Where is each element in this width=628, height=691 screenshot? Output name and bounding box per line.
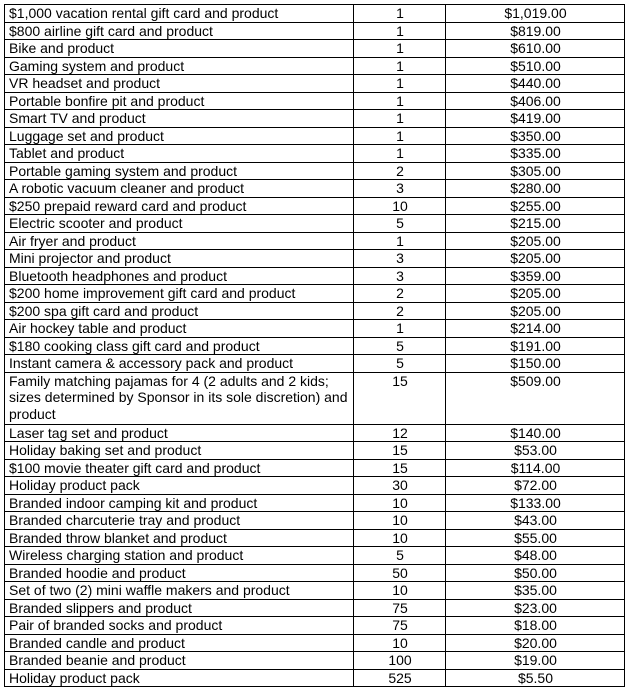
- prize-description-cell: Smart TV and product: [5, 110, 354, 128]
- prize-value-cell: $35.00: [446, 582, 625, 600]
- prize-quantity-cell: 1: [354, 22, 446, 40]
- prize-value-cell: $114.00: [446, 459, 625, 477]
- prize-description-cell: Branded hoodie and product: [5, 564, 354, 582]
- prize-description-cell: Portable bonfire pit and product: [5, 92, 354, 110]
- prize-value-cell: $280.00: [446, 180, 625, 198]
- prize-quantity-cell: 12: [354, 424, 446, 442]
- prize-description-cell: Instant camera & accessory pack and product: [5, 355, 354, 373]
- table-row: [5, 92, 625, 110]
- prize-quantity-cell: 50: [354, 564, 446, 582]
- prize-value-cell: $419.00: [446, 110, 625, 128]
- prize-description-cell: Branded candle and product: [5, 634, 354, 652]
- prize-description-cell: $1,000 vacation rental gift card and product: [5, 5, 354, 23]
- prize-value-cell: $53.00: [446, 442, 625, 460]
- table-row: [5, 442, 625, 460]
- prize-description-cell: Family matching pajamas for 4 (2 adults and 2 kids; sizes determined by Sponsor in its sole discretion) and product: [5, 372, 354, 424]
- prize-quantity-cell: 10: [354, 582, 446, 600]
- prize-description-cell: Branded slippers and product: [5, 599, 354, 617]
- table-row: [5, 162, 625, 180]
- prize-quantity-cell: 5: [354, 337, 446, 355]
- prize-value-cell: $214.00: [446, 320, 625, 338]
- prize-quantity-cell: 10: [354, 529, 446, 547]
- table-row: [5, 547, 625, 565]
- prize-description-cell: A robotic vacuum cleaner and product: [5, 180, 354, 198]
- prize-value-cell: $406.00: [446, 92, 625, 110]
- prize-value-cell: $509.00: [446, 372, 625, 424]
- prize-description-cell: Electric scooter and product: [5, 215, 354, 233]
- prize-description-cell: Wireless charging station and product: [5, 547, 354, 565]
- table-row: [5, 197, 625, 215]
- prize-table: [4, 4, 625, 687]
- prize-quantity-cell: 1: [354, 75, 446, 93]
- table-row: [5, 337, 625, 355]
- prize-quantity-cell: 10: [354, 634, 446, 652]
- prize-description-cell: $800 airline gift card and product: [5, 22, 354, 40]
- prize-quantity-cell: 1: [354, 110, 446, 128]
- prize-description-cell: $200 home improvement gift card and product: [5, 285, 354, 303]
- table-row: [5, 652, 625, 670]
- prize-quantity-cell: 10: [354, 197, 446, 215]
- prize-description-cell: Pair of branded socks and product: [5, 617, 354, 635]
- prize-quantity-cell: 2: [354, 162, 446, 180]
- prize-description-cell: Branded throw blanket and product: [5, 529, 354, 547]
- prize-value-cell: $43.00: [446, 512, 625, 530]
- table-row: [5, 110, 625, 128]
- prize-quantity-cell: 1: [354, 127, 446, 145]
- table-row: [5, 127, 625, 145]
- prize-value-cell: $150.00: [446, 355, 625, 373]
- prize-description-cell: $180 cooking class gift card and product: [5, 337, 354, 355]
- prize-value-cell: $610.00: [446, 40, 625, 58]
- table-row: [5, 285, 625, 303]
- table-row: [5, 634, 625, 652]
- prize-quantity-cell: 1: [354, 232, 446, 250]
- prize-quantity-cell: 5: [354, 215, 446, 233]
- prize-quantity-cell: 10: [354, 494, 446, 512]
- prize-value-cell: $255.00: [446, 197, 625, 215]
- prize-value-cell: $215.00: [446, 215, 625, 233]
- table-row: [5, 529, 625, 547]
- prize-quantity-cell: 75: [354, 617, 446, 635]
- prize-value-cell: $819.00: [446, 22, 625, 40]
- prize-table-body: [5, 5, 625, 687]
- prize-description-cell: $100 movie theater gift card and product: [5, 459, 354, 477]
- prize-description-cell: Luggage set and product: [5, 127, 354, 145]
- prize-value-cell: $205.00: [446, 250, 625, 268]
- table-row: [5, 302, 625, 320]
- prize-value-cell: $18.00: [446, 617, 625, 635]
- table-row: [5, 250, 625, 268]
- prize-quantity-cell: 1: [354, 57, 446, 75]
- table-row: [5, 372, 625, 424]
- prize-value-cell: $50.00: [446, 564, 625, 582]
- prize-description-cell: Laser tag set and product: [5, 424, 354, 442]
- table-row: [5, 617, 625, 635]
- prize-quantity-cell: 1: [354, 145, 446, 163]
- prize-description-cell: Air hockey table and product: [5, 320, 354, 338]
- table-row: [5, 5, 625, 23]
- prize-description-cell: Bluetooth headphones and product: [5, 267, 354, 285]
- prize-description-cell: Tablet and product: [5, 145, 354, 163]
- prize-description-cell: VR headset and product: [5, 75, 354, 93]
- prize-quantity-cell: 1: [354, 320, 446, 338]
- prize-quantity-cell: 1: [354, 92, 446, 110]
- prize-quantity-cell: 2: [354, 285, 446, 303]
- table-row: [5, 320, 625, 338]
- prize-description-cell: Holiday product pack: [5, 669, 354, 687]
- table-row: [5, 564, 625, 582]
- table-row: [5, 57, 625, 75]
- prize-description-cell: Holiday baking set and product: [5, 442, 354, 460]
- prize-quantity-cell: 1: [354, 5, 446, 23]
- table-row: [5, 267, 625, 285]
- prize-description-cell: Holiday product pack: [5, 477, 354, 495]
- prize-quantity-cell: 3: [354, 250, 446, 268]
- prize-quantity-cell: 1: [354, 40, 446, 58]
- prize-value-cell: $5.50: [446, 669, 625, 687]
- prize-quantity-cell: 3: [354, 180, 446, 198]
- table-row: [5, 232, 625, 250]
- prize-quantity-cell: 15: [354, 459, 446, 477]
- prize-description-cell: Air fryer and product: [5, 232, 354, 250]
- prize-description-cell: Branded beanie and product: [5, 652, 354, 670]
- prize-value-cell: $133.00: [446, 494, 625, 512]
- prize-description-cell: Set of two (2) mini waffle makers and product: [5, 582, 354, 600]
- prize-value-cell: $359.00: [446, 267, 625, 285]
- prize-description-cell: Branded charcuterie tray and product: [5, 512, 354, 530]
- prize-value-cell: $305.00: [446, 162, 625, 180]
- prize-quantity-cell: 15: [354, 442, 446, 460]
- table-row: [5, 669, 625, 687]
- table-row: [5, 599, 625, 617]
- prize-quantity-cell: 100: [354, 652, 446, 670]
- table-row: [5, 424, 625, 442]
- prize-value-cell: $72.00: [446, 477, 625, 495]
- table-row: [5, 494, 625, 512]
- prize-quantity-cell: 15: [354, 372, 446, 424]
- prize-quantity-cell: 30: [354, 477, 446, 495]
- prize-description-cell: Portable gaming system and product: [5, 162, 354, 180]
- prize-quantity-cell: 5: [354, 547, 446, 565]
- table-row: [5, 40, 625, 58]
- prize-description-cell: Mini projector and product: [5, 250, 354, 268]
- prize-description-cell: $200 spa gift card and product: [5, 302, 354, 320]
- prize-description-cell: $250 prepaid reward card and product: [5, 197, 354, 215]
- table-row: [5, 75, 625, 93]
- prize-value-cell: $19.00: [446, 652, 625, 670]
- table-row: [5, 180, 625, 198]
- table-row: [5, 355, 625, 373]
- prize-description-cell: Bike and product: [5, 40, 354, 58]
- prize-quantity-cell: 2: [354, 302, 446, 320]
- prize-value-cell: $191.00: [446, 337, 625, 355]
- prize-quantity-cell: 75: [354, 599, 446, 617]
- table-row: [5, 215, 625, 233]
- prize-value-cell: $205.00: [446, 302, 625, 320]
- prize-value-cell: $350.00: [446, 127, 625, 145]
- prize-value-cell: $335.00: [446, 145, 625, 163]
- prize-quantity-cell: 10: [354, 512, 446, 530]
- prize-quantity-cell: 525: [354, 669, 446, 687]
- prize-value-cell: $23.00: [446, 599, 625, 617]
- prize-value-cell: $48.00: [446, 547, 625, 565]
- prize-value-cell: $440.00: [446, 75, 625, 93]
- prize-value-cell: $510.00: [446, 57, 625, 75]
- prize-value-cell: $55.00: [446, 529, 625, 547]
- prize-value-cell: $140.00: [446, 424, 625, 442]
- prize-description-cell: Gaming system and product: [5, 57, 354, 75]
- prize-value-cell: $205.00: [446, 232, 625, 250]
- table-row: [5, 582, 625, 600]
- table-row: [5, 459, 625, 477]
- prize-quantity-cell: 5: [354, 355, 446, 373]
- prize-description-cell: Branded indoor camping kit and product: [5, 494, 354, 512]
- prize-value-cell: $205.00: [446, 285, 625, 303]
- table-row: [5, 477, 625, 495]
- table-row: [5, 145, 625, 163]
- prize-quantity-cell: 3: [354, 267, 446, 285]
- prize-value-cell: $1,019.00: [446, 5, 625, 23]
- table-row: [5, 512, 625, 530]
- prize-value-cell: $20.00: [446, 634, 625, 652]
- table-row: [5, 22, 625, 40]
